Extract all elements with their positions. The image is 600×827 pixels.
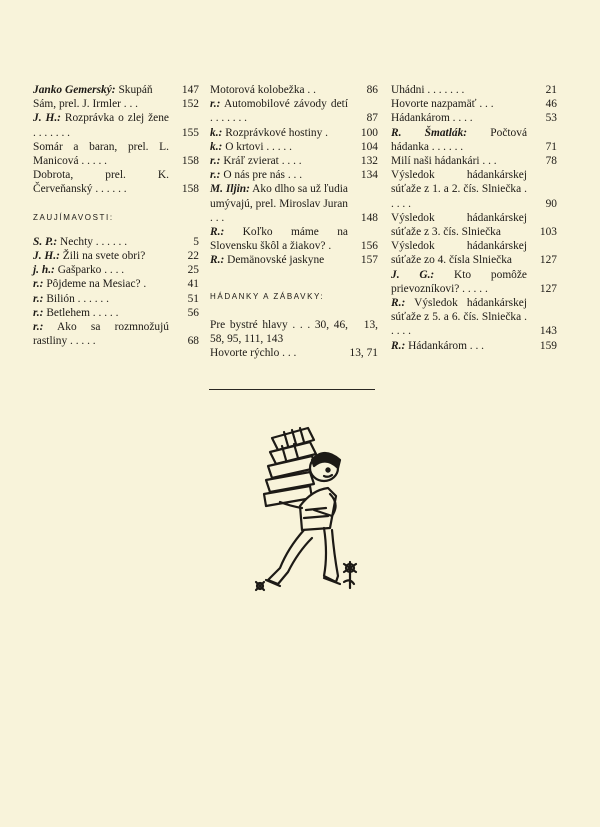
boy-carrying-books-illustration [240,418,370,603]
toc-entry: Sám, prel. J. Irmler . . . 152 [33,98,199,111]
toc-entry: r.: Automobilové závody detí . . . . . . . 87 [210,98,378,125]
toc-entry: Hovorte rýchlo . . . 13, 71 [210,347,378,360]
toc-entry: Dobrota, prel. K. Červeňanský . . . . . . 158 [33,169,199,196]
toc-entry: R.: Hádankárom . . . 159 [391,339,557,352]
toc-column-2 [210,83,378,360]
toc-entry: R.: Výsledok hádankárskej súťaže z 5. a 6. čís. Slniečka . . . . . 143 [391,297,557,338]
toc-entry: k.: O krtovi . . . . . 104 [210,140,378,153]
toc-entry: r.: Ako sa rozmnožujú rastliny . . . . . 68 [33,321,199,348]
toc-entry: r.: Pôjdeme na Mesiac? . 41 [33,278,199,291]
toc-entry: Výsledok hádankárskej súťaže zo 4. čísla Slniečka 127 [391,240,557,267]
toc-entry: S. P.: Nechty . . . . . . 5 [33,235,199,248]
toc-entry: Somár a baran, prel. L. Manicová . . . . . 158 [33,140,199,168]
toc-entry: k.: Rozprávkové hostiny . 100 [210,126,378,139]
toc-entry: j. h.: Gašparko . . . . 25 [33,264,199,277]
section-heading-zaujimavosti: ZAUJÍMAVOSTI: [33,212,114,222]
toc-entry: Janko Gemerský: Skupáň 147 [33,84,199,96]
toc-entry: R. Šmatlák: Počtová hádanka . . . . . . 71 [391,126,557,153]
toc-column-1 [33,83,199,348]
toc-entry: R.: Demänovské jaskyne 157 [210,254,378,267]
toc-entry: R.: Koľko máme na Slovensku škôl a žiakov? . 156 [210,226,378,253]
toc-entry: Výsledok hádankárskej súťaže z 3. čís. Slniečka 103 [391,211,557,239]
toc-column-3 [391,83,557,353]
toc-entry: Motorová kolobežka . . 86 [210,84,378,96]
toc-entry: Hádankárom . . . . 53 [391,112,557,125]
toc-entry: Uhádni . . . . . . . 21 [391,84,557,96]
toc-entry: r.: Kráľ zvierat . . . . 132 [210,155,378,168]
toc-entry: Hovorte nazpamäť . . . 46 [391,98,557,111]
horizontal-rule [209,389,375,390]
toc-entry: J. H.: Rozprávka o zlej žene . . . . . . . 155 [33,112,199,139]
toc-entry: J. H.: Žili na svete obri? 22 [33,250,199,263]
toc-entry: r.: Betlehem . . . . . 56 [33,306,199,319]
toc-entry: r.: Bilión . . . . . . 51 [33,292,199,305]
toc-entry: M. Iljin: Ako dlho sa už ľudia umývajú, prel. Miroslav Juran . . . 148 [210,183,378,224]
toc-entry: r.: O nás pre nás . . . 134 [210,169,378,182]
section-heading-hadanky: HÁDANKY A ZÁBAVKY: [210,291,325,301]
toc-entry: Milí naši hádankári . . . 78 [391,155,557,168]
toc-entry: J. G.: Kto pomôže prievozníkovi? . . . . . 127 [391,268,557,295]
toc-entry: Pre bystré hlavy . . . 30, 46, 58, 95, 111, 143 13, [210,318,378,346]
toc-entry: Výsledok hádankárskej súťaže z 1. a 2. čís. Slniečka . . . . . 90 [391,169,557,210]
